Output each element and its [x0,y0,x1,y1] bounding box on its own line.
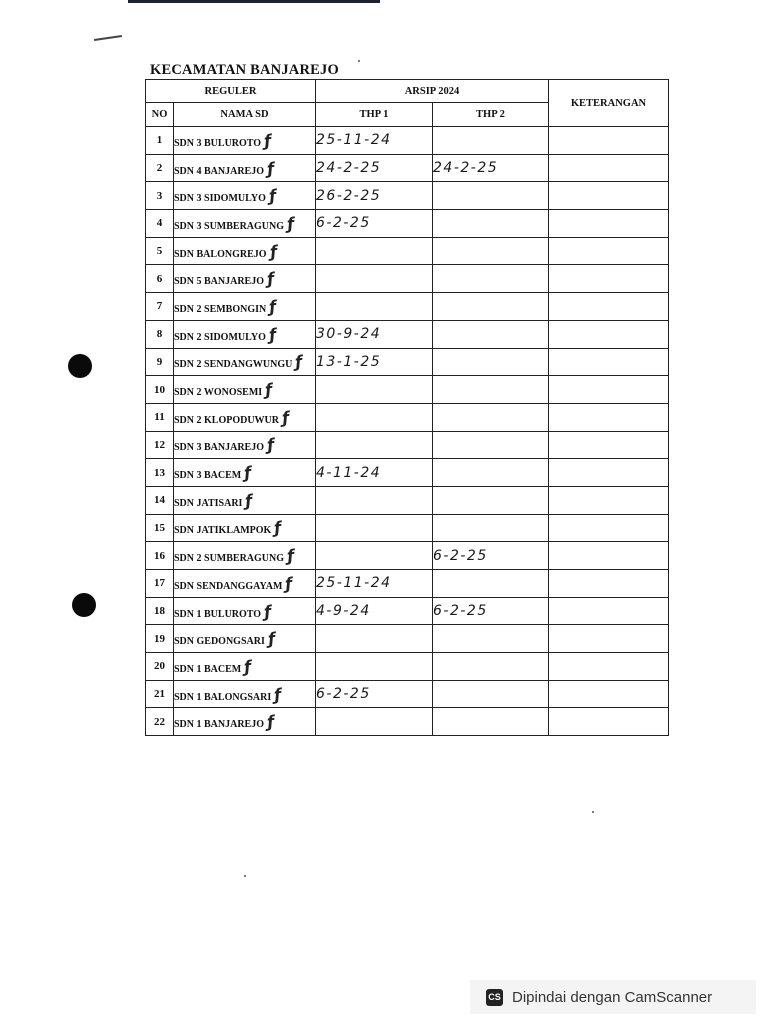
table-row [146,708,669,736]
thp2-date [433,403,549,431]
signature-initial-icon: ƒ [243,462,253,483]
document-title: KECAMATAN BANJAREJO [150,62,339,78]
thp1-date [316,376,433,404]
keterangan-cell [549,403,669,431]
school-name-text: SDN 2 WONOSEMI [174,387,263,399]
header-reguler: REGULER [146,80,316,103]
signature-initial-icon: ƒ [263,130,273,151]
thp1-date [316,653,433,681]
camscanner-logo-icon: CS [486,989,503,1006]
table-row [146,293,669,321]
keterangan-cell [549,597,669,625]
school-name [174,431,316,459]
thp1-date [316,514,433,542]
table-row [146,459,669,487]
row-number: 2 [146,154,174,182]
row-number: 18 [146,597,174,625]
signature-initial-icon: ƒ [243,656,253,677]
table-row [146,514,669,542]
thp1-date: 13-1-25 [316,348,433,376]
table-row [146,376,669,404]
school-name [174,597,316,625]
signature-initial-icon: ƒ [286,213,295,234]
school-name-text: SDN 3 SIDOMULYO [174,193,266,205]
school-name-text: SDN BALONGREJO [174,248,267,260]
school-name [174,320,316,348]
thp1-date [316,542,433,570]
school-name-text: SDN 1 BACEM [174,663,242,675]
archive-table [145,79,669,736]
row-number: 7 [146,293,174,321]
table-row [146,570,669,598]
signature-initial-icon: ƒ [266,158,275,178]
thp1-date: 25-11-24 [316,127,433,155]
row-number: 22 [146,708,174,736]
signature-initial-icon: ƒ [266,435,275,455]
row-number: 4 [146,210,174,238]
school-name [174,403,316,431]
row-number: 19 [146,625,174,653]
school-name-text: SDN 1 BALONGSARI [174,691,272,703]
table-row [146,265,669,293]
header-no: NO [146,103,174,127]
thp1-date: 6-2-25 [316,680,433,708]
thp2-date [433,708,549,736]
keterangan-cell [549,182,669,210]
school-name [174,210,316,238]
keterangan-cell [549,459,669,487]
thp2-date [433,320,549,348]
table-row [146,348,669,376]
signature-initial-icon: ƒ [263,601,273,621]
row-number: 11 [146,403,174,431]
signature-initial-icon: ƒ [264,379,274,400]
school-name [174,514,316,542]
keterangan-cell [549,570,669,598]
table-row [146,210,669,238]
camscanner-text: Dipindai dengan CamScanner [512,988,713,1006]
thp1-date [316,708,433,736]
school-name-text: SDN 1 BANJAREJO [174,719,265,731]
school-name-text: SDN 3 BACEM [174,470,242,482]
thp2-date [433,625,549,653]
table-row [146,542,669,570]
thp2-date [433,459,549,487]
thp2-date [433,293,549,321]
row-number: 12 [146,431,174,459]
thp1-date: 4-11-24 [316,459,433,487]
keterangan-cell [549,653,669,681]
row-number: 1 [146,127,174,155]
signature-initial-icon: ƒ [266,268,275,289]
row-number: 10 [146,376,174,404]
school-name [174,348,316,376]
signature-initial-icon: ƒ [267,185,277,206]
school-name-text: SDN SENDANGGAYAM [174,580,283,592]
table-row [146,403,669,431]
thp2-date: 6-2-25 [433,597,549,625]
keterangan-cell [549,127,669,155]
school-name-text: SDN 3 BULUROTO [174,137,262,149]
thp1-date [316,431,433,459]
thp1-date [316,293,433,321]
school-name [174,265,316,293]
school-name-text: SDN JATIKLAMPOK [174,525,272,537]
keterangan-cell [549,154,669,182]
table-row [146,182,669,210]
school-name-text: SDN 2 SIDOMULYO [174,331,266,343]
table-row [146,680,669,708]
thp2-date [433,376,549,404]
school-name [174,680,316,708]
row-number: 20 [146,653,174,681]
punch-hole-lower [72,593,96,617]
school-name [174,708,316,736]
school-name [174,237,316,265]
scan-speck [244,875,246,877]
thp1-date [316,265,433,293]
school-name-text: SDN 1 BULUROTO [174,608,262,620]
school-name [174,127,316,155]
header-keterangan: KETERANGAN [549,80,669,127]
school-name-text: SDN 2 KLOPODUWUR [174,414,280,426]
thp1-date: 6-2-25 [316,210,433,238]
thp2-date [433,237,549,265]
scan-speck [358,60,360,62]
table-row [146,653,669,681]
school-name [174,376,316,404]
thp1-date: 26-2-25 [316,182,433,210]
keterangan-cell [549,348,669,376]
camscanner-watermark [470,980,756,1014]
row-number: 8 [146,320,174,348]
keterangan-cell [549,680,669,708]
signature-initial-icon: ƒ [266,628,276,649]
header-thp1: THP 1 [316,103,433,127]
row-number: 3 [146,182,174,210]
keterangan-cell [549,708,669,736]
row-number: 16 [146,542,174,570]
thp1-date [316,237,433,265]
school-name [174,459,316,487]
school-name [174,293,316,321]
table-row [146,237,669,265]
table-row [146,431,669,459]
thp2-date [433,182,549,210]
keterangan-cell [549,486,669,514]
thp2-date [433,127,549,155]
header-arsip: ARSIP 2024 [316,80,549,103]
thp2-date: 24-2-25 [433,154,549,182]
school-name-text: SDN 2 SEMBONGIN [174,303,267,315]
school-name [174,570,316,598]
thp2-date [433,431,549,459]
signature-initial-icon: ƒ [268,296,278,317]
signature-initial-icon: ƒ [273,518,283,538]
school-name-text: SDN 3 SUMBERAGUNG [174,220,285,232]
keterangan-cell [549,210,669,238]
school-name-text: SDN 2 SUMBERAGUNG [174,553,285,565]
school-name-text: SDN 4 BANJAREJO [174,165,265,177]
thp2-date [433,514,549,542]
signature-initial-icon: ƒ [266,711,275,732]
pen-mark [94,35,122,41]
table-row [146,597,669,625]
row-number: 21 [146,680,174,708]
school-name [174,625,316,653]
table-body [146,127,669,736]
signature-initial-icon: ƒ [273,684,283,704]
school-name [174,154,316,182]
thp2-date: 6-2-25 [433,542,549,570]
keterangan-cell [549,514,669,542]
thp2-date [433,348,549,376]
thp1-date [316,625,433,653]
keterangan-cell [549,625,669,653]
school-name-text: SDN 2 SENDANGWUNGU [174,359,293,371]
signature-initial-icon: ƒ [294,352,304,372]
row-number: 14 [146,486,174,514]
row-number: 5 [146,237,174,265]
punch-hole-upper [68,354,92,378]
signature-initial-icon: ƒ [286,545,295,566]
signature-initial-icon: ƒ [267,324,277,344]
thp2-date [433,680,549,708]
keterangan-cell [549,376,669,404]
thp1-date [316,403,433,431]
thp1-date [316,486,433,514]
thp1-date: 30-9-24 [316,320,433,348]
row-number: 17 [146,570,174,598]
table-row [146,625,669,653]
header-nama-sd: NAMA SD [174,103,316,127]
scan-speck [592,811,594,813]
keterangan-cell [549,265,669,293]
signature-initial-icon: ƒ [244,490,254,511]
thp1-date: 24-2-25 [316,154,433,182]
keterangan-cell [549,431,669,459]
school-name [174,182,316,210]
thp1-date: 25-11-24 [316,570,433,598]
thp2-date [433,653,549,681]
signature-initial-icon: ƒ [281,407,290,428]
thp2-date [433,265,549,293]
signature-initial-icon: ƒ [284,573,294,594]
header-thp2: THP 2 [433,103,549,127]
row-number: 13 [146,459,174,487]
table-row [146,154,669,182]
school-name [174,653,316,681]
thp2-date [433,486,549,514]
school-name-text: SDN GEDONGSARI [174,636,265,648]
row-number: 6 [146,265,174,293]
school-name-text: SDN 5 BANJAREJO [174,276,265,288]
table-row [146,127,669,155]
keterangan-cell [549,320,669,348]
keterangan-cell [549,237,669,265]
school-name-text: SDN JATISARI [174,497,243,509]
school-name [174,542,316,570]
thp2-date [433,210,549,238]
thp1-date: 4-9-24 [316,597,433,625]
keterangan-cell [549,542,669,570]
thp2-date [433,570,549,598]
table-row [146,320,669,348]
signature-initial-icon: ƒ [268,241,278,261]
scan-top-edge [128,0,380,3]
row-number: 9 [146,348,174,376]
school-name [174,486,316,514]
keterangan-cell [549,293,669,321]
table-row [146,486,669,514]
row-number: 15 [146,514,174,542]
school-name-text: SDN 3 BANJAREJO [174,442,265,454]
